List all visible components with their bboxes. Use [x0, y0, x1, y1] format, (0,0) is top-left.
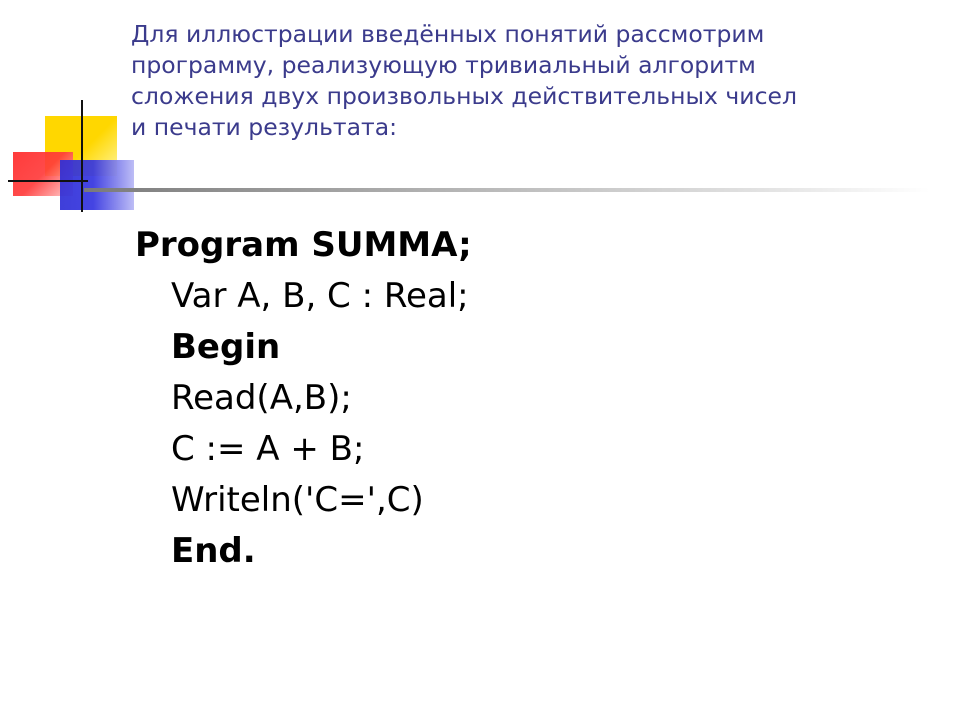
code-listing	[135, 220, 472, 577]
vertical-line-decoration	[81, 100, 83, 212]
code-line-read: Read(A,B);	[171, 378, 352, 418]
code-line-program: Program SUMMA;	[135, 225, 472, 265]
blue-square-decoration	[60, 160, 134, 210]
slide-title: Для иллюстрации введённых понятий рассмотрим программу, реализующую тривиальный алгоритм сложения двух произвольных действительных чисел и печати результата:	[131, 20, 797, 141]
horizontal-line-decoration	[8, 180, 88, 182]
code-line-var: Var A, B, C : Real;	[171, 276, 469, 316]
title-underline-rule	[84, 188, 930, 192]
code-line-writeln: Writeln('C=',C)	[171, 480, 424, 520]
code-line-end: End.	[171, 531, 256, 571]
code-line-begin: Begin	[171, 327, 281, 367]
code-line-assign: C := A + B;	[171, 429, 365, 469]
